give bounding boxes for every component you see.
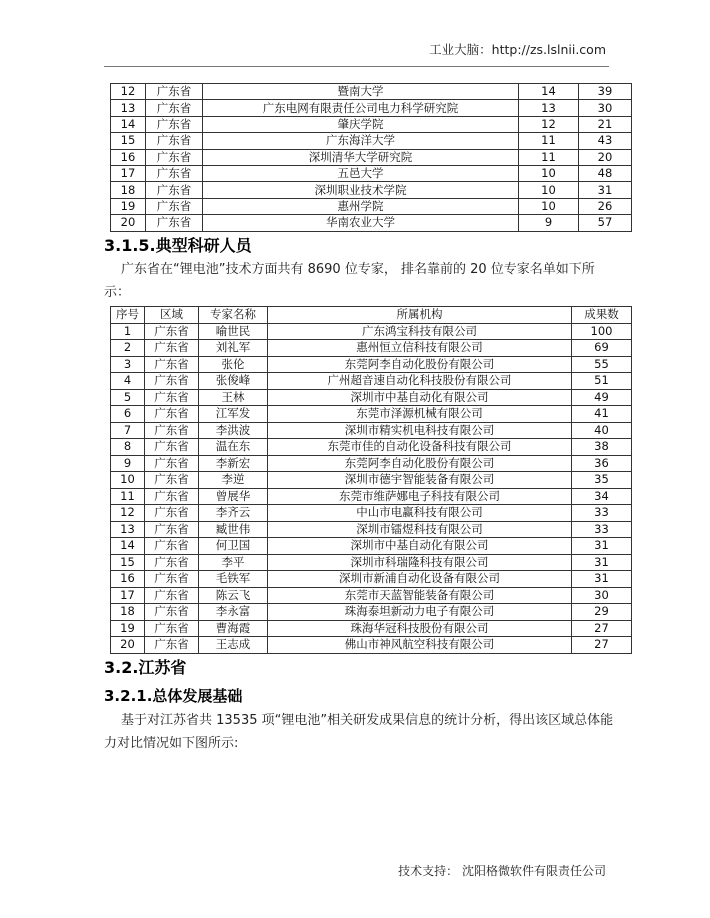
table-cell: 57 <box>579 215 632 231</box>
table-cell: 广东省 <box>145 356 199 373</box>
page-header: 工业大脑：http://zs.lslnii.com <box>429 42 606 57</box>
table-cell: 17 <box>111 587 145 604</box>
table-cell: 张伦 <box>199 356 268 373</box>
table-cell: 14 <box>111 538 145 555</box>
table-cell: 34 <box>572 488 632 505</box>
table-cell: 55 <box>572 356 632 373</box>
table-cell: 深圳清华大学研究院 <box>203 149 519 165</box>
table-cell: 李逆 <box>199 472 268 489</box>
table-cell: 广东省 <box>145 637 199 654</box>
table-cell: 深圳市精实机电科技有限公司 <box>268 422 572 439</box>
table-cell: 16 <box>111 571 145 588</box>
table-cell: 31 <box>579 182 632 198</box>
table-cell: 8 <box>111 439 145 456</box>
section-3-1-5-paragraph: 广东省在“锂电池”技术方面共有 8690 位专家， 排名靠前的 20 位专家名单如下所示： <box>104 262 595 300</box>
table-cell: 陈云飞 <box>199 587 268 604</box>
table-cell: 10 <box>111 472 145 489</box>
table-cell: 48 <box>579 165 632 181</box>
header-cell-count: 成果数 <box>572 307 632 324</box>
section-3-2-1-paragraph: 基于对江苏省共 13535 项“锂电池”相关研发成果信息的统计分析，得出该区域总体能力对比情况如下图所示: <box>104 713 614 751</box>
table-cell: 10 <box>519 182 579 198</box>
table-cell: 佛山市神风航空科技有限公司 <box>268 637 572 654</box>
table-cell: 广东海洋大学 <box>203 133 519 149</box>
table-cell: 五邑大学 <box>203 165 519 181</box>
table-cell: 广东省 <box>145 488 199 505</box>
table-cell: 中山市电赢科技有限公司 <box>268 505 572 522</box>
table-cell: 38 <box>572 439 632 456</box>
table-cell: 13 <box>519 100 579 116</box>
table-row <box>111 165 632 181</box>
table-cell: 20 <box>111 215 146 231</box>
table-cell: 李永富 <box>199 604 268 621</box>
table-cell: 广东省 <box>146 165 203 181</box>
table-cell: 广东省 <box>145 472 199 489</box>
table-cell: 广东省 <box>146 215 203 231</box>
table-cell: 广东省 <box>146 100 203 116</box>
table-row <box>111 149 632 165</box>
table-cell: 2 <box>111 340 145 357</box>
table-cell: 11 <box>111 488 145 505</box>
table-cell: 35 <box>572 472 632 489</box>
table-cell: 广东省 <box>146 84 203 100</box>
table-cell: 26 <box>579 198 632 214</box>
table-cell: 东莞市天蓝智能装备有限公司 <box>268 587 572 604</box>
table-cell: 刘礼军 <box>199 340 268 357</box>
table-cell: 深圳市新浦自动化设备有限公司 <box>268 571 572 588</box>
table-cell: 李齐云 <box>199 505 268 522</box>
table-row <box>111 488 632 505</box>
table-cell: 温在东 <box>199 439 268 456</box>
experts-table-header-row <box>111 307 632 324</box>
table-cell: 广东省 <box>145 505 199 522</box>
table-cell: 深圳市德宇智能装备有限公司 <box>268 472 572 489</box>
table-cell: 27 <box>572 620 632 637</box>
table-cell: 40 <box>572 422 632 439</box>
table-cell: 广州超音速自动化科技股份有限公司 <box>268 373 572 390</box>
table-row <box>111 587 632 604</box>
table-cell: 21 <box>579 116 632 132</box>
table-cell: 东莞市佳的自动化设备科技有限公司 <box>268 439 572 456</box>
table-cell: 9 <box>519 215 579 231</box>
table-cell: 广东鸿宝科技有限公司 <box>268 323 572 340</box>
table-row <box>111 637 632 654</box>
table-cell: 9 <box>111 455 145 472</box>
table-cell: 珠海华冠科技股份有限公司 <box>268 620 572 637</box>
table-row <box>111 554 632 571</box>
table-row <box>111 505 632 522</box>
table-cell: 31 <box>572 571 632 588</box>
table-cell: 肇庆学院 <box>203 116 519 132</box>
page-footer: 技术支持： 沈阳格微软件有限责任公司 <box>398 864 606 878</box>
table-cell: 东莞市维萨娜电子科技有限公司 <box>268 488 572 505</box>
table-row <box>111 198 632 214</box>
institutions-table <box>110 83 632 232</box>
table-cell: 广东省 <box>145 554 199 571</box>
table-cell: 华南农业大学 <box>203 215 519 231</box>
table-cell: 广东省 <box>145 439 199 456</box>
table-cell: 33 <box>572 505 632 522</box>
table-row <box>111 373 632 390</box>
table-row <box>111 84 632 100</box>
table-cell: 李新宏 <box>199 455 268 472</box>
table-cell: 31 <box>572 538 632 555</box>
table-cell: 100 <box>572 323 632 340</box>
table-row <box>111 422 632 439</box>
table-cell: 51 <box>572 373 632 390</box>
table-row <box>111 472 632 489</box>
table-cell: 13 <box>111 521 145 538</box>
table-row <box>111 182 632 198</box>
table-cell: 广东电网有限责任公司电力科学研究院 <box>203 100 519 116</box>
table-row <box>111 604 632 621</box>
table-cell: 何卫国 <box>199 538 268 555</box>
table-cell: 珠海泰坦新动力电子有限公司 <box>268 604 572 621</box>
table-cell: 惠州恒立信科技有限公司 <box>268 340 572 357</box>
table-cell: 喻世民 <box>199 323 268 340</box>
header-cell-region: 区域 <box>145 307 199 324</box>
table-cell: 王志成 <box>199 637 268 654</box>
table-cell: 广东省 <box>145 373 199 390</box>
table-cell: 东莞阿李自动化股份有限公司 <box>268 455 572 472</box>
table-cell: 18 <box>111 182 146 198</box>
table-cell: 5 <box>111 389 145 406</box>
experts-table <box>110 306 632 654</box>
section-heading-3-2-1: 3.2.1.总体发展基础 <box>104 687 243 705</box>
header-cell-expert: 专家名称 <box>199 307 268 324</box>
table-cell: 20 <box>579 149 632 165</box>
table-cell: 广东省 <box>145 422 199 439</box>
table-row <box>111 439 632 456</box>
table-cell: 6 <box>111 406 145 423</box>
table-cell: 1 <box>111 323 145 340</box>
table-cell: 49 <box>572 389 632 406</box>
section-heading-3-1-5: 3.1.5.典型科研人员 <box>104 236 252 255</box>
table-cell: 广东省 <box>145 323 199 340</box>
table-cell: 臧世伟 <box>199 521 268 538</box>
table-cell: 广东省 <box>146 149 203 165</box>
table-cell: 广东省 <box>145 389 199 406</box>
table-row <box>111 215 632 231</box>
header-divider <box>104 66 609 67</box>
header-cell-institution: 所属机构 <box>268 307 572 324</box>
table-cell: 广东省 <box>145 521 199 538</box>
table-row <box>111 340 632 357</box>
table-cell: 惠州学院 <box>203 198 519 214</box>
header-cell-index: 序号 <box>111 307 145 324</box>
table-row <box>111 100 632 116</box>
table-cell: 曾展华 <box>199 488 268 505</box>
table-cell: 广东省 <box>145 406 199 423</box>
table-cell: 深圳市中基自动化有限公司 <box>268 538 572 555</box>
table-row <box>111 116 632 132</box>
table-cell: 20 <box>111 637 145 654</box>
table-cell: 广东省 <box>145 620 199 637</box>
table-row <box>111 620 632 637</box>
table-cell: 广东省 <box>145 587 199 604</box>
table-cell: 41 <box>572 406 632 423</box>
table-cell: 14 <box>519 84 579 100</box>
table-cell: 13 <box>111 100 146 116</box>
table-cell: 17 <box>111 165 146 181</box>
table-cell: 29 <box>572 604 632 621</box>
table-cell: 王林 <box>199 389 268 406</box>
table-cell: 30 <box>572 587 632 604</box>
table-cell: 深圳市镭煜科技有限公司 <box>268 521 572 538</box>
table-cell: 19 <box>111 620 145 637</box>
table-cell: 毛铁军 <box>199 571 268 588</box>
table-cell: 14 <box>111 116 146 132</box>
table-cell: 16 <box>111 149 146 165</box>
table-cell: 12 <box>519 116 579 132</box>
table-cell: 33 <box>572 521 632 538</box>
table-cell: 7 <box>111 422 145 439</box>
table-cell: 19 <box>111 198 146 214</box>
table-cell: 15 <box>111 554 145 571</box>
table-cell: 31 <box>572 554 632 571</box>
table-row <box>111 571 632 588</box>
table-cell: 广东省 <box>145 538 199 555</box>
table-cell: 张俊峰 <box>199 373 268 390</box>
table-cell: 东莞阿李自动化股份有限公司 <box>268 356 572 373</box>
table-cell: 10 <box>519 165 579 181</box>
table-cell: 东莞市泽源机械有限公司 <box>268 406 572 423</box>
table-cell: 李洪波 <box>199 422 268 439</box>
table-cell: 11 <box>519 133 579 149</box>
table-row <box>111 133 632 149</box>
table-cell: 69 <box>572 340 632 357</box>
table-cell: 30 <box>579 100 632 116</box>
table-cell: 广东省 <box>145 571 199 588</box>
table-cell: 暨南大学 <box>203 84 519 100</box>
table-cell: 广东省 <box>145 340 199 357</box>
table-cell: 3 <box>111 356 145 373</box>
table-row <box>111 521 632 538</box>
table-cell: 广东省 <box>145 455 199 472</box>
table-cell: 深圳市中基自动化有限公司 <box>268 389 572 406</box>
table-cell: 曹海霞 <box>199 620 268 637</box>
table-cell: 李平 <box>199 554 268 571</box>
section-heading-3-2: 3.2.江苏省 <box>104 658 187 677</box>
table-cell: 36 <box>572 455 632 472</box>
table-cell: 4 <box>111 373 145 390</box>
table-row <box>111 538 632 555</box>
table-cell: 深圳职业技术学院 <box>203 182 519 198</box>
table-cell: 39 <box>579 84 632 100</box>
table-row <box>111 389 632 406</box>
table-cell: 广东省 <box>146 198 203 214</box>
table-cell: 18 <box>111 604 145 621</box>
table-cell: 广东省 <box>146 116 203 132</box>
table-cell: 43 <box>579 133 632 149</box>
table-cell: 27 <box>572 637 632 654</box>
table-cell: 15 <box>111 133 146 149</box>
table-cell: 广东省 <box>146 133 203 149</box>
table-cell: 11 <box>519 149 579 165</box>
table-row <box>111 406 632 423</box>
table-cell: 广东省 <box>145 604 199 621</box>
table-cell: 江军发 <box>199 406 268 423</box>
table-cell: 12 <box>111 505 145 522</box>
table-row <box>111 356 632 373</box>
table-row <box>111 323 632 340</box>
table-cell: 12 <box>111 84 146 100</box>
table-row <box>111 455 632 472</box>
table-cell: 深圳市科瑞隆科技有限公司 <box>268 554 572 571</box>
table-cell: 10 <box>519 198 579 214</box>
table-cell: 广东省 <box>146 182 203 198</box>
